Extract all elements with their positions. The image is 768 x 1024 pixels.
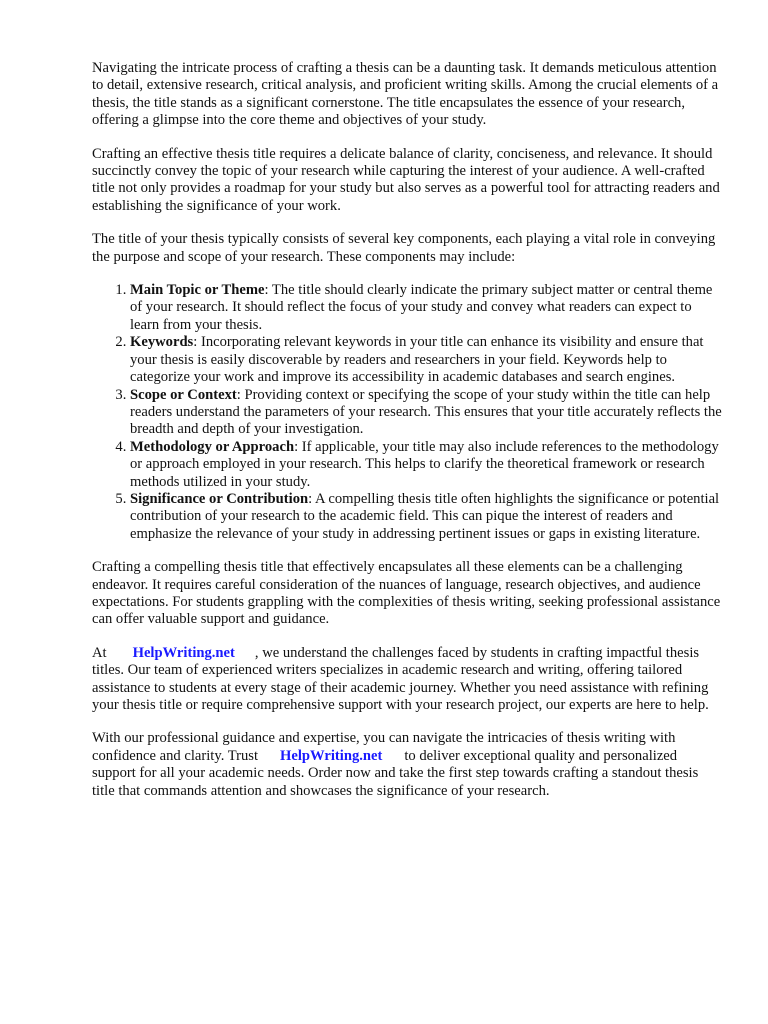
- components-intro-paragraph: The title of your thesis typically consists of several key components, each playing a vital role in conveying the purpose and scope of your research. These components may include:: [92, 231, 716, 265]
- list-item-term: Keywords: [130, 334, 194, 351]
- list-item-text: : Providing context or specifying the scope of your study within the title can help readers understand the parameters of your research. This ensures that your title accurately reflects the breadth and depth of your investigation.: [130, 386, 722, 438]
- document-body: [92, 60, 722, 816]
- list-item-text: : If applicable, your title may also include references to the methodology or approach employed in your research. This helps to clarify the theoretical framework or research methods utilized in your study.: [130, 438, 719, 490]
- helpwriting-link-2[interactable]: HelpWriting.net: [280, 747, 383, 764]
- list-item-text: : The title should clearly indicate the primary subject matter or central theme of your research. It should reflect the focus of your study and convey what readers can expect to learn from your thesis.: [130, 282, 713, 333]
- list-item: [130, 334, 722, 386]
- list-item-term: Significance or Contribution: [130, 490, 309, 507]
- helpwriting-link[interactable]: HelpWriting.net: [132, 644, 235, 661]
- title-balance-paragraph: Crafting an effective thesis title requires a delicate balance of clarity, conciseness, and relevance. It should succinctly convey the topic of your research while capturing the interest of your audience. A well-crafted title not only provides a roadmap for your study but also serves as a powerful tool for attracting readers and establishing the significance of your work.: [92, 145, 720, 214]
- list-item: [130, 282, 722, 334]
- paragraph-prefix: At: [92, 644, 107, 661]
- helpwriting-paragraph: [92, 645, 722, 715]
- closing-paragraph: [92, 730, 722, 800]
- components-list: [92, 282, 722, 543]
- list-item: [130, 439, 722, 491]
- challenge-paragraph: Crafting a compelling thesis title that effectively encapsulates all these elements can be a challenging endeavor. It requires careful consideration of the nuances of language, research objectives, and audience expectations. For students grappling with the complexities of thesis writing, seeking professional assistance can offer valuable support and guidance.: [92, 559, 721, 628]
- intro-paragraph: Navigating the intricate process of crafting a thesis can be a daunting task. It demands meticulous attention to detail, extensive research, critical analysis, and proficient writing skills. Among the crucial elements of a thesis, the title stands as a significant cornerstone. The title encapsulates the essence of your research, offering a glimpse into the core theme and objectives of your study.: [92, 60, 719, 129]
- list-item: [130, 387, 722, 439]
- paragraph-suffix: to deliver exceptional quality and personalized support for all your academic needs. Order now and take the first step towards crafting a standout thesis title that commands attention and showcases the significance of your research.: [92, 747, 699, 799]
- list-item-term: Main Topic or Theme: [130, 282, 265, 299]
- list-item-term: Scope or Context: [130, 386, 237, 403]
- paragraph-suffix: , we understand the challenges faced by students in crafting impactful thesis titles. Our team of experienced writers specializes in academic research and writing, offering tailored assistance to students at every stage of their academic journey. Whether you need assistance with refining your thesis title or require comprehensive support with your research project, our experts are here to help.: [92, 644, 709, 713]
- list-item-text: : A compelling thesis title often highlights the significance or potential contribution of your research to the academic field. This can pique the interest of readers and emphasize the relevance of your study in addressing pertinent issues or gaps in existing literature.: [130, 490, 720, 542]
- paragraph-prefix: With our professional guidance and expertise, you can navigate the intricacies of thesis writing with confidence and clarity. Trust: [92, 730, 676, 764]
- list-item-term: Methodology or Approach: [130, 438, 295, 455]
- list-item-text: : Incorporating relevant keywords in your title can enhance its visibility and ensure that your thesis is easily discoverable by readers and researchers in your field. Keywords help to categorize your work and improve its accessibility in academic databases and search engines.: [130, 334, 704, 386]
- list-item: [130, 491, 722, 543]
